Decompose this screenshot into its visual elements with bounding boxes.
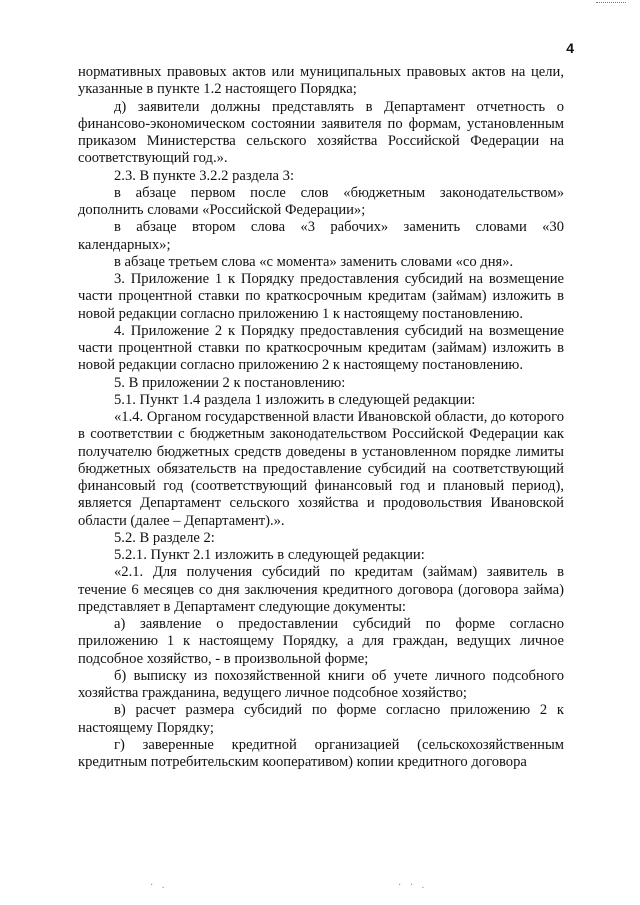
paragraph: г) заверенные кредитной организацией (сельскохозяйственным кредитным потребительским кооперативом) копии кредитного договора	[78, 736, 564, 770]
paragraph: в абзаце первом после слов «бюджетным законодательством» дополнить словами «Российской Федерации»;	[78, 184, 564, 218]
paragraph: нормативных правовых актов или муниципальных правовых актов на цели, указанные в пункте 1.2 настоящего Порядка;	[78, 64, 564, 98]
paragraph: 2.3. В пункте 3.2.2 раздела 3:	[114, 167, 295, 184]
paragraph: 5. В приложении 2 к постановлению:	[114, 374, 346, 391]
paragraph: в абзаце втором слова «3 рабочих» заменить словами «30 календарных»;	[78, 219, 564, 253]
document-body	[78, 64, 564, 771]
paragraph: 5.1. Пункт 1.4 раздела 1 изложить в следующей редакции:	[114, 391, 476, 408]
paragraph: «1.4. Органом государственной власти Ивановской области, до которого в соответствии с бюджетным законодательством Российской Федерации как получателю бюджетных средств доведены в установленном порядке лимиты бюджетных обязательств на предоставление субсидий на соответствующий финансовый год (соответствующий финансовый год и плановый период), является Департамент сельского хозяйства и продовольствия Ивановской области (далее – Департамент).».	[78, 409, 564, 529]
scan-artifact: · · .	[398, 880, 428, 891]
paragraph: 4. Приложение 2 к Порядку предоставления субсидий на возмещение части процентной ставки по краткосрочным кредитам (займам) изложить в новой редакции согласно приложению 2 к настоящему постановлению.	[78, 322, 564, 374]
paragraph: д) заявители должны представлять в Департамент отчетность о финансово-экономическом состоянии заявителя по формам, установленным приказом Министерства сельского хозяйства Российской Федерации на соответствующий год.».	[78, 98, 564, 167]
paragraph: 3. Приложение 1 к Порядку предоставления субсидий на возмещение части процентной ставки по краткосрочным кредитам (займам) изложить в новой редакции согласно приложению 1 к настоящему постановлению.	[78, 271, 564, 322]
paragraph: 5.2. В разделе 2:	[114, 529, 215, 546]
scan-artifact: · .	[150, 880, 168, 891]
scan-artifact	[596, 2, 626, 5]
page-number: 4	[566, 40, 574, 56]
paragraph: «2.1. Для получения субсидий по кредитам (займам) заявитель в течение 6 месяцев со дня заключения кредитного договора (договора займа) представляет в Департамент следующие документы:	[78, 564, 564, 615]
paragraph: в) расчет размера субсидий по форме согласно приложению 2 к настоящему Порядку;	[78, 702, 564, 736]
paragraph: 5.2.1. Пункт 2.1 изложить в следующей редакции:	[114, 547, 425, 563]
paragraph: в абзаце третьем слова «с момента» заменить словами «со дня».	[114, 253, 514, 270]
paragraph: б) выписку из похозяйственной книги об учете личного подсобного хозяйства гражданина, ведущего личное подсобное хозяйство;	[78, 667, 564, 701]
paragraph: а) заявление о предоставлении субсидий по форме согласно приложению 1 к настоящему Порядку, а для граждан, ведущих личное подсобное хозяйство, - в произвольной форме;	[78, 616, 564, 667]
